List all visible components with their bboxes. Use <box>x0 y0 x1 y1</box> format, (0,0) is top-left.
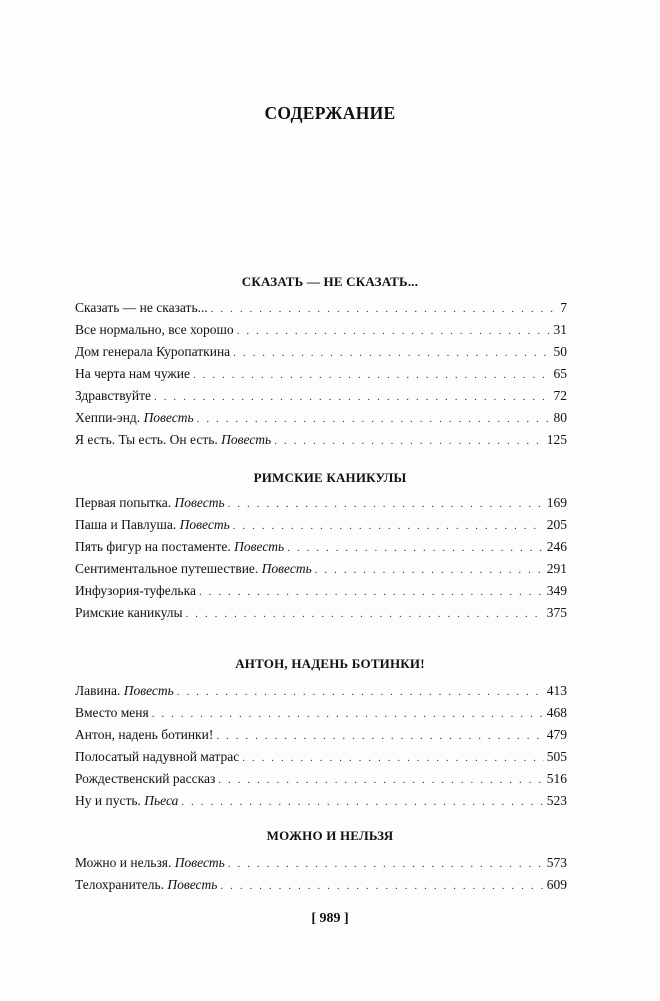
entry-title <box>75 344 230 360</box>
toc-entry[interactable] <box>75 517 567 537</box>
entry-title-text: Можно и нельзя. <box>75 855 172 870</box>
toc-entry[interactable] <box>75 539 567 559</box>
entry-title-text: Антон, надень ботинки! <box>75 727 214 742</box>
page-number: [ 989 ] <box>311 911 349 926</box>
entry-page-number: 50 <box>553 344 567 359</box>
dot-leader <box>216 730 543 742</box>
entry-genre: Повесть <box>234 539 285 554</box>
entry-page-number: 523 <box>546 793 567 808</box>
toc-entry[interactable] <box>75 322 567 342</box>
dot-leader <box>177 686 544 698</box>
dot-leader <box>287 542 544 554</box>
entry-title-text: Паша и Павлуша. <box>75 517 177 532</box>
dot-leader <box>315 564 544 576</box>
toc-entry[interactable] <box>75 410 567 430</box>
entry-title <box>75 561 312 577</box>
entry-genre: Повесть <box>261 561 312 576</box>
entry-title <box>75 517 230 533</box>
toc-entry[interactable] <box>75 705 567 725</box>
entry-title-text: Первая попытка. <box>75 495 172 510</box>
dot-leader <box>218 774 543 786</box>
dot-leader <box>233 520 544 532</box>
entry-title-text: Хеппи-энд. <box>75 410 141 425</box>
entry-page-number: 375 <box>546 605 567 620</box>
entry-page-number: 72 <box>553 388 567 403</box>
entry-title <box>75 749 239 765</box>
section-heading: РИМСКИЕ КАНИКУЛЫ <box>253 470 407 485</box>
entry-title <box>75 771 215 787</box>
dot-leader <box>237 325 551 337</box>
entry-title-text: Вместо меня <box>75 705 149 720</box>
entry-title-text: Дом генерала Куропаткина <box>75 344 231 359</box>
entry-page-number: 125 <box>546 432 567 447</box>
entry-genre: Повесть <box>143 410 194 425</box>
entry-title <box>75 583 196 599</box>
entry-title-text: Римские каникулы <box>75 605 183 620</box>
toc-entry[interactable] <box>75 432 567 452</box>
section-heading: СКАЗАТЬ — НЕ СКАЗАТЬ... <box>241 274 419 289</box>
dot-leader <box>199 586 544 598</box>
toc-entry[interactable] <box>75 793 567 813</box>
entry-title-text: Все нормально, все хорошо <box>75 322 234 337</box>
dot-leader <box>197 413 551 425</box>
toc-entry[interactable] <box>75 771 567 791</box>
entry-genre: Повесть <box>179 517 230 532</box>
entry-page-number: 65 <box>553 366 567 381</box>
toc-entry[interactable] <box>75 749 567 769</box>
toc-entry[interactable] <box>75 344 567 364</box>
entry-page-number: 516 <box>546 771 567 786</box>
entry-title <box>75 388 151 404</box>
toc-entry[interactable] <box>75 366 567 386</box>
entry-page-number: 573 <box>546 855 567 870</box>
entry-page-number: 246 <box>546 539 567 554</box>
entry-page-number: 7 <box>560 300 567 315</box>
dot-leader <box>186 608 544 620</box>
entry-title-text: Пять фигур на постаменте. <box>75 539 231 554</box>
entry-title <box>75 683 174 699</box>
dot-leader <box>181 796 543 808</box>
entry-title-text: Лавина. <box>75 683 121 698</box>
dot-leader <box>228 498 544 510</box>
entry-title-text: Инфузория-туфелька <box>75 583 196 598</box>
entry-page-number: 169 <box>546 495 567 510</box>
toc-entry[interactable] <box>75 388 567 408</box>
entry-genre: Повесть <box>174 855 225 870</box>
entry-title-text: Сентиментальное путешествие. <box>75 561 259 576</box>
entry-title <box>75 727 213 743</box>
entry-title <box>75 877 217 893</box>
entry-title-text: На черта нам чужие <box>75 366 190 381</box>
dot-leader <box>228 858 544 870</box>
dot-leader <box>220 880 543 892</box>
entry-title-text: Телохранитель. <box>75 877 164 892</box>
entry-genre: Повесть <box>221 432 272 447</box>
entry-genre: Повесть <box>123 683 174 698</box>
dot-leader <box>242 752 544 764</box>
entry-title <box>75 705 149 721</box>
toc-entry[interactable] <box>75 495 567 515</box>
page-title: СОДЕРЖАНИЕ <box>264 103 396 123</box>
dot-leader <box>152 708 544 720</box>
entry-genre: Повесть <box>167 877 218 892</box>
entry-title <box>75 300 208 316</box>
entry-page-number: 349 <box>546 583 567 598</box>
dot-leader <box>154 391 550 403</box>
section-heading: АНТОН, НАДЕНЬ БОТИНКИ! <box>235 656 425 671</box>
entry-page-number: 505 <box>546 749 567 764</box>
toc-entry[interactable] <box>75 300 567 320</box>
dot-leader <box>193 369 551 381</box>
entry-title <box>75 432 271 448</box>
entry-page-number: 479 <box>546 727 567 742</box>
entry-title <box>75 410 194 426</box>
entry-title-text: Рождественский рассказ <box>75 771 216 786</box>
entry-title <box>75 366 190 382</box>
entry-page-number: 291 <box>546 561 567 576</box>
dot-leader <box>233 347 550 359</box>
entry-page-number: 205 <box>546 517 567 532</box>
entry-title-text: Ну и пусть. <box>75 793 141 808</box>
entry-page-number: 609 <box>546 877 567 892</box>
entry-title-text: Сказать — не сказать... <box>75 300 208 315</box>
entry-title <box>75 855 225 871</box>
toc-entry[interactable] <box>75 583 567 603</box>
toc-entry[interactable] <box>75 877 567 897</box>
entry-title <box>75 793 178 809</box>
entry-page-number: 413 <box>546 683 567 698</box>
dot-leader <box>274 435 544 447</box>
entry-genre: Пьеса <box>144 793 179 808</box>
entry-title <box>75 605 183 621</box>
toc-entry[interactable] <box>75 855 567 875</box>
entry-title <box>75 322 234 338</box>
section-heading: МОЖНО И НЕЛЬЗЯ <box>266 828 394 843</box>
entry-genre: Повесть <box>174 495 225 510</box>
entry-title-text: Я есть. Ты есть. Он есть. <box>75 432 218 447</box>
entry-title-text: Здравствуйте <box>75 388 152 403</box>
entry-title <box>75 539 284 555</box>
entry-title <box>75 495 225 511</box>
toc-entry[interactable] <box>75 605 567 625</box>
dot-leader <box>211 303 558 315</box>
entry-title-text: Полосатый надувной матрас <box>75 749 240 764</box>
entry-page-number: 80 <box>553 410 567 425</box>
toc-entry[interactable] <box>75 561 567 581</box>
toc-entry[interactable] <box>75 727 567 747</box>
entry-page-number: 31 <box>553 322 567 337</box>
entry-page-number: 468 <box>546 705 567 720</box>
toc-entry[interactable] <box>75 683 567 703</box>
